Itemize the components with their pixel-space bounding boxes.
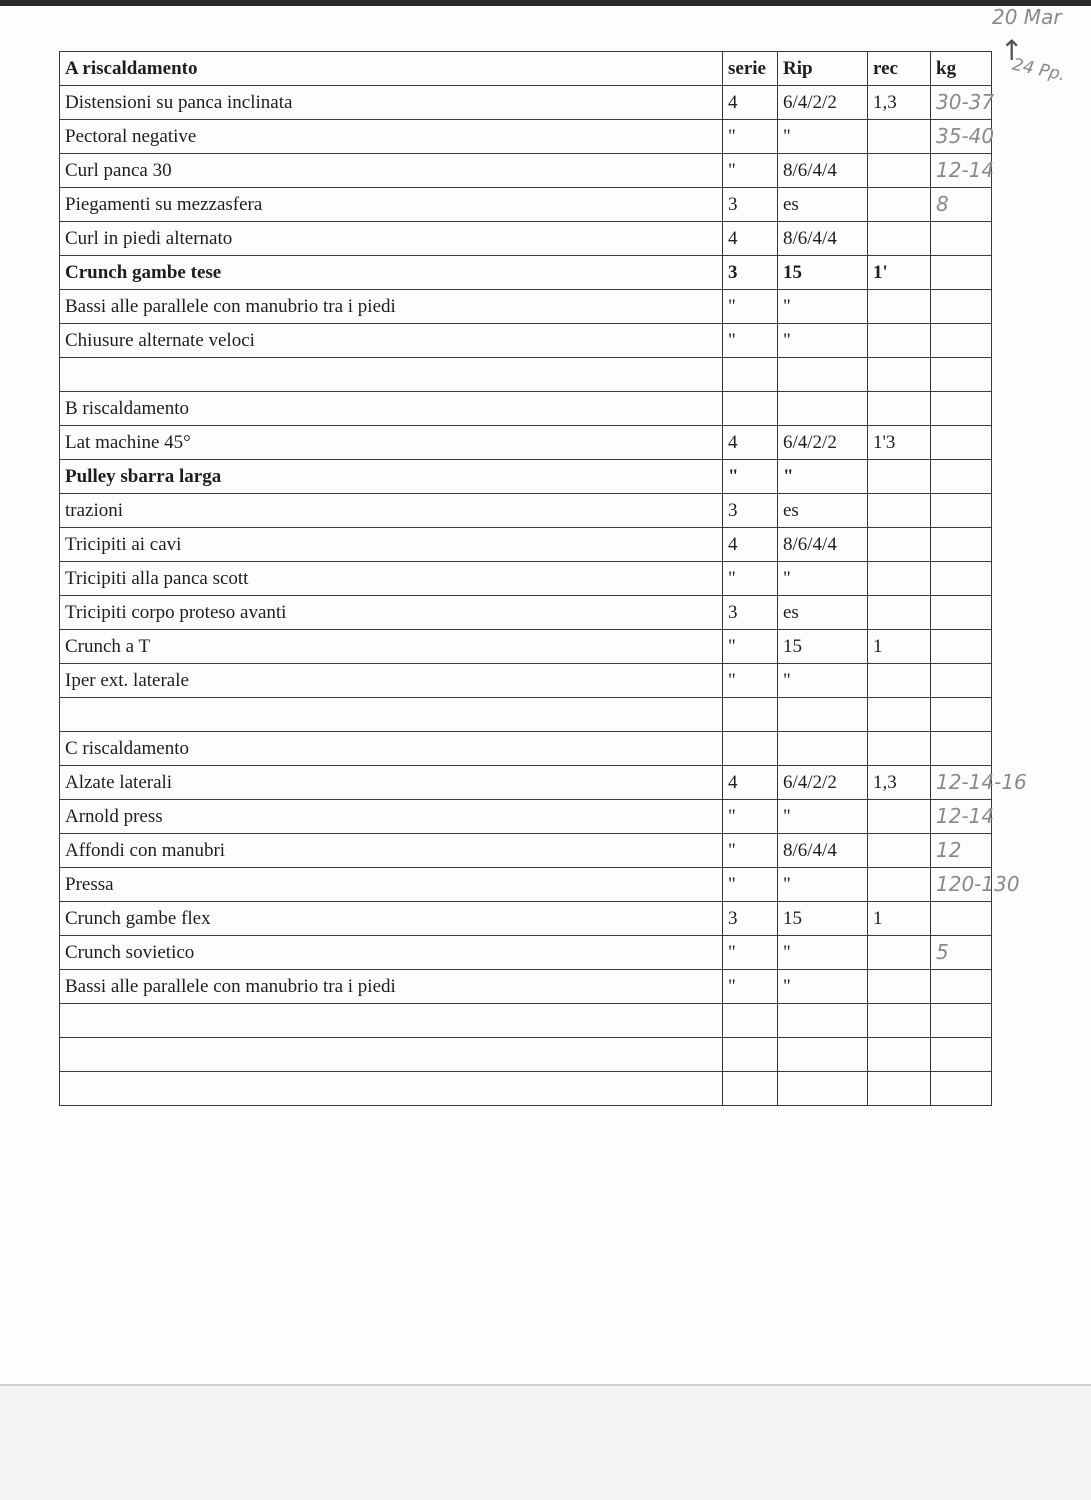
kg-cell (931, 222, 992, 256)
exercise-cell: Piegamenti su mezzasfera (60, 188, 723, 222)
serie-cell (723, 732, 778, 766)
exercise-cell: Tricipiti corpo proteso avanti (60, 596, 723, 630)
serie-cell (723, 1072, 778, 1106)
rip-cell: " (778, 324, 868, 358)
rec-cell: 1' (868, 256, 931, 290)
workout-table (59, 51, 1027, 1106)
table-row (60, 698, 992, 732)
exercise-cell: Chiusure alternate veloci (60, 324, 723, 358)
rec-cell (868, 528, 931, 562)
rec-cell: 1 (868, 630, 931, 664)
kg-cell (931, 596, 992, 630)
rec-cell (868, 460, 931, 494)
rec-cell (868, 800, 931, 834)
serie-cell: 3 (723, 188, 778, 222)
serie-cell (723, 1004, 778, 1038)
rip-cell: 6/4/2/2 (778, 426, 868, 460)
rip-cell: " (778, 290, 868, 324)
exercise-cell: trazioni (60, 494, 723, 528)
rip-cell: 6/4/2/2 (778, 86, 868, 120)
table-row (60, 766, 992, 800)
handwritten-arrow: ↑ (1000, 34, 1024, 67)
kg-cell (931, 290, 992, 324)
exercise-cell (60, 1038, 723, 1072)
rip-cell: 15 (778, 256, 868, 290)
exercise-cell: Bassi alle parallele con manubrio tra i piedi (60, 290, 723, 324)
serie-cell: " (723, 324, 778, 358)
serie-cell (723, 392, 778, 426)
kg-cell (931, 460, 992, 494)
table-row (60, 868, 992, 902)
serie-cell: 3 (723, 596, 778, 630)
rec-cell (868, 1038, 931, 1072)
kg-cell (931, 562, 992, 596)
serie-cell: 3 (723, 256, 778, 290)
scan-bottom-area (0, 1386, 1091, 1500)
rip-cell (778, 358, 868, 392)
rec-cell (868, 596, 931, 630)
serie-cell: " (723, 120, 778, 154)
rip-cell: 15 (778, 630, 868, 664)
exercise-cell: Distensioni su panca inclinata (60, 86, 723, 120)
rip-cell: 8/6/4/4 (778, 154, 868, 188)
exercise-cell: Pulley sbarra larga (60, 460, 723, 494)
table-row (60, 664, 992, 698)
serie-cell: " (723, 290, 778, 324)
rip-cell (778, 392, 868, 426)
kg-cell (931, 358, 992, 392)
rec-cell: 1,3 (868, 766, 931, 800)
rip-cell: 8/6/4/4 (778, 222, 868, 256)
exercise-cell (60, 358, 723, 392)
table-row (60, 154, 992, 188)
serie-cell: 4 (723, 766, 778, 800)
table-row (60, 324, 992, 358)
rip-cell (778, 698, 868, 732)
kg-cell: 35-40 (931, 120, 992, 154)
table-row (60, 732, 992, 766)
serie-cell: " (723, 800, 778, 834)
kg-cell: 12-14 (931, 154, 992, 188)
rec-cell: 1 (868, 902, 931, 936)
table-row (60, 256, 992, 290)
rec-cell (868, 664, 931, 698)
kg-cell (931, 732, 992, 766)
rip-cell: es (778, 494, 868, 528)
serie-cell: " (723, 630, 778, 664)
rec-cell (868, 936, 931, 970)
rip-cell: " (778, 460, 868, 494)
kg-cell: 8 (931, 188, 992, 222)
kg-cell (931, 256, 992, 290)
table-row (60, 528, 992, 562)
rip-cell: 6/4/2/2 (778, 766, 868, 800)
table-row (60, 1038, 992, 1072)
rec-cell (868, 358, 931, 392)
serie-cell: 4 (723, 222, 778, 256)
kg-cell: 5 (931, 936, 992, 970)
rip-cell (778, 1004, 868, 1038)
table-row (60, 834, 992, 868)
kg-cell (931, 664, 992, 698)
kg-cell (931, 970, 992, 1004)
rip-cell: 8/6/4/4 (778, 834, 868, 868)
rip-cell: " (778, 562, 868, 596)
rip-cell: " (778, 120, 868, 154)
rec-cell (868, 324, 931, 358)
rec-cell (868, 732, 931, 766)
exercise-cell (60, 698, 723, 732)
kg-cell (931, 494, 992, 528)
serie-cell: " (723, 664, 778, 698)
exercise-cell: Tricipiti ai cavi (60, 528, 723, 562)
kg-cell (931, 1004, 992, 1038)
rip-cell: " (778, 664, 868, 698)
handwritten-side-note: 24 Pp. (1010, 54, 1067, 86)
serie-cell: " (723, 154, 778, 188)
exercise-cell: Arnold press (60, 800, 723, 834)
rip-cell: 8/6/4/4 (778, 528, 868, 562)
rec-cell (868, 188, 931, 222)
serie-cell: " (723, 970, 778, 1004)
kg-cell (931, 528, 992, 562)
exercise-cell: Iper ext. laterale (60, 664, 723, 698)
rec-cell: 1'3 (868, 426, 931, 460)
rip-cell: es (778, 596, 868, 630)
rec-cell (868, 1072, 931, 1106)
table-row (60, 562, 992, 596)
kg-cell: 12 (931, 834, 992, 868)
serie-cell (723, 1038, 778, 1072)
exercise-cell: Curl panca 30 (60, 154, 723, 188)
serie-cell: serie (723, 52, 778, 86)
kg-cell (931, 698, 992, 732)
serie-cell: " (723, 460, 778, 494)
rip-cell: " (778, 868, 868, 902)
table-row (60, 120, 992, 154)
serie-cell: 4 (723, 86, 778, 120)
table-row (60, 392, 992, 426)
exercise-cell: Alzate laterali (60, 766, 723, 800)
table-row (60, 426, 992, 460)
workout-table-body (60, 52, 1027, 1106)
scan-top-edge (0, 0, 1091, 6)
rec-cell (868, 970, 931, 1004)
serie-cell: " (723, 868, 778, 902)
exercise-cell: C riscaldamento (60, 732, 723, 766)
exercise-cell: Lat machine 45° (60, 426, 723, 460)
rec-cell (868, 834, 931, 868)
serie-cell: " (723, 936, 778, 970)
kg-cell (931, 1072, 992, 1106)
rec-cell (868, 290, 931, 324)
table-row (60, 970, 992, 1004)
rip-cell: 15 (778, 902, 868, 936)
serie-cell: " (723, 834, 778, 868)
table-row (60, 936, 992, 970)
rec-cell (868, 154, 931, 188)
rip-cell: " (778, 800, 868, 834)
rec-cell (868, 494, 931, 528)
kg-cell (931, 902, 992, 936)
exercise-cell: Crunch a T (60, 630, 723, 664)
kg-cell (931, 630, 992, 664)
kg-cell (931, 426, 992, 460)
serie-cell: 4 (723, 426, 778, 460)
exercise-cell: Curl in piedi alternato (60, 222, 723, 256)
serie-cell: 3 (723, 494, 778, 528)
table-row (60, 1004, 992, 1038)
serie-cell (723, 698, 778, 732)
table-row (60, 494, 992, 528)
exercise-cell: Bassi alle parallele con manubrio tra i piedi (60, 970, 723, 1004)
exercise-cell: Pectoral negative (60, 120, 723, 154)
rip-cell (778, 1072, 868, 1106)
table-row (60, 630, 992, 664)
exercise-cell: Crunch gambe tese (60, 256, 723, 290)
rec-cell (868, 1004, 931, 1038)
rec-cell (868, 562, 931, 596)
rip-cell: " (778, 936, 868, 970)
rip-cell: es (778, 188, 868, 222)
table-row (60, 1072, 992, 1106)
table-row (60, 86, 992, 120)
exercise-cell: Affondi con manubri (60, 834, 723, 868)
table-row (60, 902, 992, 936)
rec-cell: 1,3 (868, 86, 931, 120)
rec-cell (868, 868, 931, 902)
exercise-cell: Pressa (60, 868, 723, 902)
kg-cell: 12-14 (931, 800, 992, 834)
table-row (60, 800, 992, 834)
table-header-row (60, 52, 992, 86)
table-row (60, 222, 992, 256)
rec-cell (868, 392, 931, 426)
serie-cell (723, 358, 778, 392)
serie-cell: 3 (723, 902, 778, 936)
kg-cell: 30-37 (931, 86, 992, 120)
exercise-cell: Crunch gambe flex (60, 902, 723, 936)
table-row (60, 358, 992, 392)
exercise-cell: B riscaldamento (60, 392, 723, 426)
exercise-cell: A riscaldamento (60, 52, 723, 86)
rip-cell (778, 1038, 868, 1072)
serie-cell: " (723, 562, 778, 596)
exercise-cell (60, 1004, 723, 1038)
kg-cell (931, 324, 992, 358)
table-row (60, 188, 992, 222)
rip-cell: Rip (778, 52, 868, 86)
kg-cell: 120-130 (931, 868, 992, 902)
kg-cell (931, 392, 992, 426)
exercise-cell (60, 1072, 723, 1106)
rip-cell: " (778, 970, 868, 1004)
table-row (60, 596, 992, 630)
exercise-cell: Tricipiti alla panca scott (60, 562, 723, 596)
table-row (60, 290, 992, 324)
kg-cell: kg (931, 52, 992, 86)
kg-cell: 12-14-16 (931, 766, 992, 800)
kg-cell (931, 1038, 992, 1072)
exercise-cell: Crunch sovietico (60, 936, 723, 970)
rec-cell (868, 120, 931, 154)
rec-cell: rec (868, 52, 931, 86)
rec-cell (868, 698, 931, 732)
table-row (60, 460, 992, 494)
serie-cell: 4 (723, 528, 778, 562)
rec-cell (868, 222, 931, 256)
rip-cell (778, 732, 868, 766)
handwritten-date: 20 Mar (992, 5, 1062, 29)
